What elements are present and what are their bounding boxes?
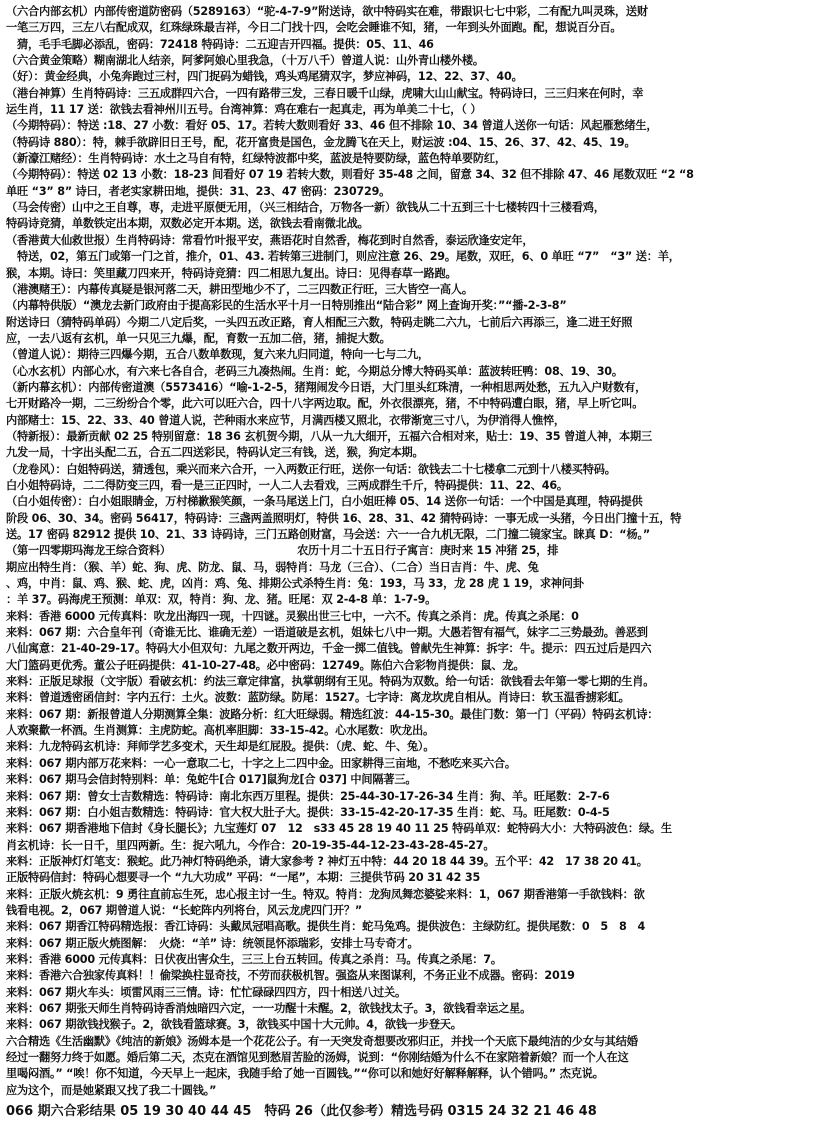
text-line: 来料：067 期张天师生肖特码诗香消烛暗四六定，一一功醒十未醒。2，欲钱找太子。3，欲钱看幸运之星。 bbox=[6, 1001, 532, 1015]
text-line: 应为这个，而是她紧跟又找了我二十圆钱。” bbox=[6, 1083, 217, 1097]
text-line: （六合内部玄机）内部传密道防密码（5289163）“驼-4-7-9”附送诗，欲中特码实在难，带跟识七七中彩，二有配九叫灵珠，送财 bbox=[6, 5, 648, 18]
text-line: 单旺 “3” 8” 诗曰，者老实家耕田地，提供：31、23、47 密码：230729。 bbox=[6, 184, 391, 198]
text-line: 来料：香港六合独家传真料！！偷梁换柱显奇技，不劳而获极机智。强盗从来图谋利，不务正业不成器。密码：2019 bbox=[6, 969, 575, 983]
text-line: 来料：香港 6000 元传真料：日伏夜出害众生，三三上台五转回。传真之杀肖：马。传真之杀尾：7。 bbox=[6, 952, 502, 966]
text-line: 钱看电视。2，067 期曾道人说：“长蛇阵内列将台，风云龙虎四门开？” bbox=[6, 903, 362, 917]
text-line: 特送，02，第五门或第一门之首，推介，01、43. 若转第三进制门，则应注意 26、29。尾数，双旺，6、0 单旺 “7” “3” 送：羊， bbox=[6, 250, 680, 264]
text-line: （马会传密）山中之王自尊，専，走进平原便无用，（兴三相结合，万物各一新）欲钱从二十五到三十七楼转四十三楼看鸡， bbox=[6, 201, 605, 215]
text-line: （特新报）：最新贡献 02 25 特别留意：18 36 玄机贺今期，八从一九大细开，五福六合相对来，贴士：19、35 曾道人神，本期三 bbox=[6, 429, 652, 443]
text-line: 里喝闷酒。” “唉！你不知道，今天早上一起床，我随手给了她一百圆钱。”“你可以和她好好解释解释，认个错吗。” 杰克说。 bbox=[6, 1067, 604, 1081]
text-line: ：羊 37。码海虎王预测：单双：双，特肖：狗、龙、猪。旺尾：双 2-4-8 单：1-7-9。 bbox=[6, 593, 437, 607]
text-line: 来料：067 期：曾女士吉数精选：特码诗：南北东西万里程。提供：25-44-30-17-26-34 生肖：狗、羊。旺尾数：2-7-6 bbox=[6, 789, 610, 803]
text-line: 人欢聚歡一杯酒。生肖测算：主虎防蛇。高机率胆脚：33-15-42。心水尾数：吹龙出。 bbox=[6, 724, 434, 738]
text-line: （特码诗 880）：特，棘手欲辟旧日王号，配，花开富贵是国色，金龙腾飞在天上，财运波 :04、15、26、37、42、45、19。 bbox=[6, 135, 636, 149]
text-line: （白小姐传密）：白小姐眼睛金，万村梯歉猴笑颜，一条马尾送上门，白小姐旺棒 05、14 送你一句话：一个中国是真理，特码提供 bbox=[6, 495, 643, 509]
text-line: 九发一局，十字出头配二五，合五二四送彩民，特码认定三有钱，送，猴，狗定本期。 bbox=[6, 446, 424, 460]
results-footer: 066 期六合彩结果 05 19 30 40 44 45 特码 26（此仅参考）精选号码 0315 24 32 21 46 48 bbox=[6, 1104, 597, 1120]
text-line: 期应出特生肖：（猴、羊）蛇、狗、虎、防龙、鼠、马，弱特肖：马龙（三合）、（二合）当日吉肖：牛、虎、兔 bbox=[6, 560, 539, 574]
text-line: 来料：067 期香江特码精选报：香江诗码：头戴凤冠唱高歌。提供生肖：蛇马兔鸡。提供波色：主绿防红。提供尾数：0 5 8 4 bbox=[6, 920, 646, 934]
text-line: （龙卷风）：白姐特码送，猜透包，乘兴而来六合开，一入两数正行旺，送你一句话：欲钱去二十七楼拿二元到十八楼买特码。 bbox=[6, 462, 616, 476]
text-line: 送。17 密码 82912 提供 10、21、33 诗码诗，三门五路创财富，马会送：六一一合九机无限，二门撞二镜家宝。睐真 D：“杨。” bbox=[6, 528, 650, 541]
text-line: （新内幕玄机）：内部传密道澳（5573416）“喻-1-2-5，猪翔闹发今日语，大门里头红珠清，一种相思两处愁，五九入户财数有， bbox=[6, 380, 647, 394]
text-line: 七开财路冷一期，二三纷纷合个零，此六可以旺六合，四十八字两边取。配，外衣很漂亮，猪，不中特码遭白眼，猪，早上听它叫。 bbox=[6, 397, 644, 411]
text-line: 大门篮码更优秀。董公子旺码提供：41-10-27-48。必中密码：12749。陈伯六合彩物肖提供：鼠、龙。 bbox=[6, 658, 525, 672]
text-line: 运生肖，11 17 送：欲钱去看神州川五号。台湾神算：鸡在难右一起真走，再为单美二十七，（ ） bbox=[6, 103, 482, 117]
text-line: （新濠江赌经）：生肖特码诗：水土之马自有特，红绿特波都中奖，蓝波是特要防绿，蓝色特单要防红， bbox=[6, 152, 506, 166]
text-line: 来料：067 期：新报曾道人分期测算全集：波路分析：红大旺绿弱。精选红波：44-15-30。最佳门数：第一门（平码）特码玄机诗： bbox=[6, 707, 659, 721]
text-line: 肖玄机诗：长一日千，里四两新。生：捉六吼九，今作合：20-19-35-44-12-23-43-28-45-27。 bbox=[6, 838, 495, 852]
text-line: 应，一去八返有玄机，单一只见三九爆，配，育数一五加二倍，猪，捕捉大数。 bbox=[6, 331, 391, 345]
text-line: 来料：正版火焼玄机：9 勇往直前忘生死，忠心报主讨一生。特双。特肖：龙狗凤舞恋婆娑来料：1，067 期香港第一手欲钱料：欲 bbox=[6, 887, 645, 901]
text-line: 八仙寓意：21-40-29-17。特码大小但双句：九尾之数开两边，千金一掷二值钱。曾献先生神算：拆字：牛。提示：四五过后是四六 bbox=[6, 642, 652, 656]
text-line: 正版特码信封：特码心想要寻一个 “九大功成” 平码：“一尾”，本期：三提供节码 20 31 42 35 bbox=[6, 871, 481, 885]
text-line: （港台神算）生肖特码诗：三五成群四六合，一四有路带三发，三春日暖千山绿，虎啸大山山献宝。特码诗曰，三三归来在何时，幸 bbox=[6, 86, 644, 100]
lottery-tips-document bbox=[6, 4, 812, 1129]
text-line: （曾道人说）：期待三四爆今期，五合八数单数现，复六来九归同道，特向一七与二九， bbox=[6, 348, 429, 362]
text-line: （内幕特供版）“澳龙去新门政府由于提高彩民的生活水平十月一日特別推出“陆合彩” 网上查询开奖：”“播-2-3-8” bbox=[6, 299, 567, 313]
text-line: 、鸡，中肖：鼠、鸡、猴、蛇、虎，凶肖：鸡、兔、排期公式杀特生肖：兔：193，马 33，龙 28 虎 1 19，求神问卦 bbox=[6, 577, 584, 591]
text-line: 来料：067 期马会信封特别料：单：兔蛇牛[合 017]鼠狗龙[合 037] 中间隔著三。 bbox=[6, 773, 417, 787]
text-line: 猴，本期。诗曰：笑里藏刀四来开，特码诗竞猜：四二相思九复出。诗曰：见得春草一路跑。 bbox=[6, 266, 457, 280]
text-line: （港澳赌王）：内幕传真疑是银河落二天，耕田型地少不了，二三四数正行旺，三大皆空一高人。 bbox=[6, 282, 473, 296]
text-line: 猜，毛手毛脚必添乱，密码：72418 特码诗：二五迎吉开四福。提供：05、11、46 bbox=[6, 37, 434, 51]
text-line: 特码诗竞猜，单数铁定出本期，双数必定开本期。送，欲钱去看南微北战。 bbox=[6, 217, 369, 231]
text-line: 来料：香港 6000 元传真料：吹龙出海四一现，十四谜。灵猴出世三七中，一六不。传真之杀肖：虎。传真之杀尾：0 bbox=[6, 609, 579, 623]
text-line: （今期特码）：特送 02 13 小数：18-23 间看好 07 19 若转大数，则看好 35-48 之间，留意 34、32 但不排除 47、46 尾数双旺 “2 “8 bbox=[6, 168, 694, 182]
text-line: （好）：黄金经典，小兔奔跑过三村，四门捉码为蜡钱，鸡头鸡尾猜双字，梦应神码，12、22、37、40。 bbox=[6, 70, 523, 84]
text-line: 来料：正版足球报（文宇版）看破玄机：约法三章定律富，执掌朝纲有王见。特码为双数。给一句话：欲钱看去年第一零七期的生肖。 bbox=[6, 675, 655, 689]
text-line: 来料：067 期：白小姐吉数精选：特码诗：官大权大肚子大。提供：33-15-42-20-17-35 生肖：蛇、马。旺尾数：0-4-5 bbox=[6, 805, 610, 819]
text-line: 附送诗曰（猜特码单码）今期二八定后奖，一头四五改正路，育人相配三六数，特码走眺二六九，七前后六再添三，逢二进王好照 bbox=[6, 315, 633, 329]
text-line: （第一四零期玛海龙王综合资料） 农历十月二十五日行子寓言：庚时来 15 冲猪 25，排 bbox=[6, 544, 559, 558]
text-line: （今期特码）：特送 :18、27 小数：看好 05、17。若转大数则看好 33、46 但不排除 10、34 曾道人送你一句话：风起雁愁绪生， bbox=[6, 119, 658, 133]
text-line: 来料：067 期内部万花来料：一心一意取二七，十字之上二四中金。田家耕得三亩地，不愁吃来买六合。 bbox=[6, 756, 516, 770]
text-line: 来料：067 期火车头：顷雷风雨三三情。诗：忙忙碌碌四四方，四十相送八过关。 bbox=[6, 985, 407, 999]
text-line: 六合精选《生活幽默》《纯洁的新娘》汤姆本是一个花花公子。有一天突发奇想要改邪归正，并找一个天底下最纯洁的少女与其结婚 bbox=[6, 1034, 638, 1048]
text-line: （香港黄大仙救世报）生肖特码诗：常看竹叶报平安，燕语花时自然香，梅花到时自然香，泰运欣逢安定年， bbox=[6, 233, 534, 247]
text-line: 阶段 06、30、34。密码 56417，特码诗：三盏两盖照明灯，特供 16、28、31、42 猜特码诗：一事无成一头猪，今日出门撞十五，特 bbox=[6, 511, 682, 525]
text-line: 来料：067 期正版火焼图解： 火烧：“羊” 诗：统领昆怀添瑞彩，安排士马专奇才。 bbox=[6, 936, 419, 950]
text-line: （六合黄金策略）糊南湖北人结亲，阿爹阿娘心里我急，（十万八千）曾道人说：山外青山楼外楼。 bbox=[6, 54, 484, 68]
text-line: 来料：曾道透密函信封：字内五行：土火。波数：蓝防绿。防尾：1527。七字诗：离龙坎虎自相从。肖诗曰：软玉温香掳彩虹。 bbox=[6, 691, 630, 705]
text-line: 来料：067 期欲钱找猴子。2，欲钱看篮球赛。3，欲钱买中国十大元帅。4，欲钱一步登天。 bbox=[6, 1018, 462, 1032]
text-line: 来料：067 期香港地下信封《身长腿长》；九宝莲灯 07 12 s33 45 28 19 40 11 25 特码单双：蛇特码大小：大特码波色：绿。生 bbox=[6, 822, 672, 836]
text-line: 来料：正版神灯灯笔支：猴蛇。此乃神灯特码绝杀，请大家参考 ? 神灯五中特：44 20 18 44 39。五个平：42 17 38 20 41。 bbox=[6, 854, 648, 868]
text-line: 来料：九龙特码玄机诗：拜师学艺多变术，天生却是红屁股。提供：（虎、蛇、牛、兔）。 bbox=[6, 740, 435, 754]
text-line: 白小姐特码诗，二二得防变三四，看一是三正四时，一人二人去看戏，三两成群生千斤，特码提供：11、22、46。 bbox=[6, 478, 568, 492]
text-line: 来料：067 期：六合皇年刊（奇谁无比、谁确无差）一语道破是玄机，姐妹七八中一期。大愚若智有福气，妹字二三势最劲。善恶到 bbox=[6, 626, 648, 640]
text-body bbox=[6, 4, 812, 1099]
text-line: （心水玄机）内部心水，有六来七各自合，老码三九凑热闹。生肖：蛇，今期总分博大特码买单：蓝波转旺鸭：08、19、30。 bbox=[6, 364, 623, 378]
text-line: 一笔三万四，三左八右配成双，红珠绿珠最吉祥，今日二门找十四，会吃会睡谁不知，猪，一年到头外面跑。配，想说百分百。 bbox=[6, 21, 622, 35]
text-line: 内部赌士：15、22、33、40 曾道人说，芒种雨水来应节，月满西楼又照北，衣带渐宽三寸八，为伊消得人憔悴， bbox=[6, 413, 565, 427]
text-line: 经过一翻努力终于如愿。婚后第二天，杰克在酒馆见到愁眉苦脸的汤姆，说到：“你刚结婚为什么不在家陪着新娘？而一个人在这 bbox=[6, 1051, 629, 1064]
